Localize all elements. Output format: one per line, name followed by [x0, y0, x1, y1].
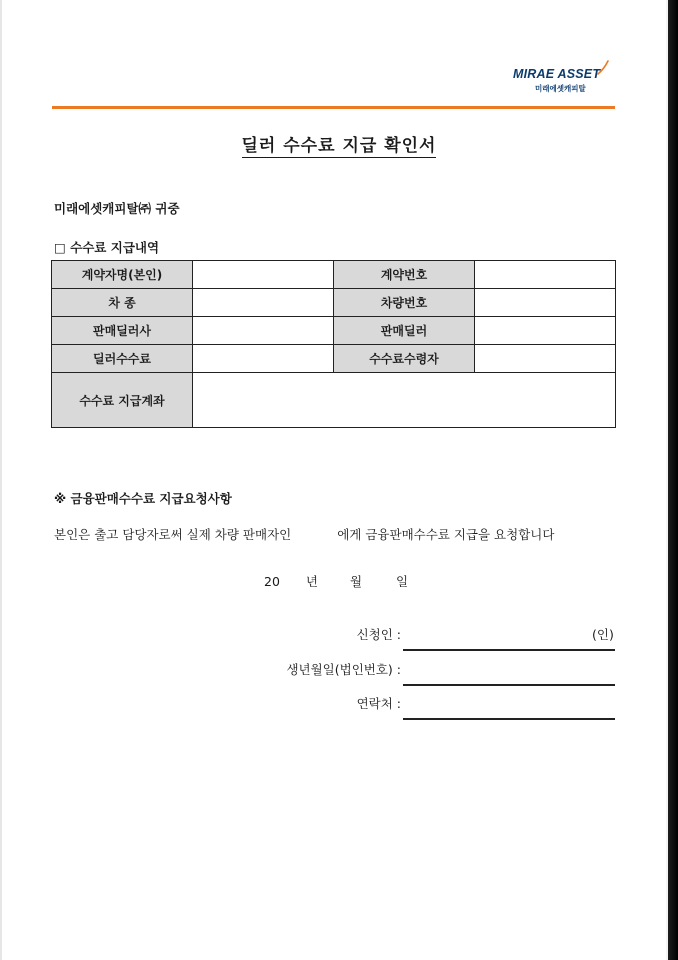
dealer-commission-label: 딜러수수료: [52, 345, 193, 373]
birth-date-label: 생년월일(법인번호) :: [286, 662, 401, 677]
recipient-line: 미래에셋캐피탈㈜ 귀중: [54, 201, 180, 216]
logo-brand-text: MIRAE ASSET: [513, 67, 601, 81]
commission-recipient-field[interactable]: [475, 345, 616, 373]
seal-mark: (인): [592, 627, 614, 642]
request-statement: [54, 525, 554, 543]
request-section-heading: ※ 금융판매수수료 지급요청사항: [54, 491, 232, 506]
dealer-commission-field[interactable]: [193, 345, 334, 373]
logo-swoosh-icon: [595, 60, 611, 76]
date-month-unit: 월: [349, 574, 363, 589]
date-day-unit: 일: [396, 574, 409, 589]
date-year-unit: 년: [305, 574, 318, 589]
commission-details-table: [51, 260, 616, 428]
vehicle-model-label: 차 종: [52, 289, 193, 317]
table-row: [52, 261, 616, 289]
contractor-name-field[interactable]: [193, 261, 334, 289]
dealer-company-label: 판매딜러사: [52, 317, 193, 345]
contractor-name-label: 계약자명(본인): [52, 261, 193, 289]
contract-number-label: 계약번호: [334, 261, 475, 289]
statement-part-1: 본인은 출고 담당자로써 실제 차량 판매자인: [54, 527, 292, 542]
dealer-company-field[interactable]: [193, 317, 334, 345]
contact-line[interactable]: [403, 718, 615, 720]
sales-dealer-field[interactable]: [475, 317, 616, 345]
birth-date-line[interactable]: [403, 684, 615, 686]
sales-dealer-label: 판매딜러: [334, 317, 475, 345]
vehicle-number-field[interactable]: [475, 289, 616, 317]
company-logo: [505, 60, 617, 100]
applicant-label: 신청인 :: [356, 627, 401, 642]
statement-part-2: 에게 금융판매수수료 지급을 요청합니다: [337, 527, 555, 542]
payment-account-field[interactable]: [193, 373, 616, 428]
contract-number-field[interactable]: [475, 261, 616, 289]
applicant-signature-line[interactable]: [403, 649, 615, 651]
document-title-text: 딜러 수수료 지급 확인서: [241, 136, 437, 156]
table-row: [52, 345, 616, 373]
logo-subtitle: 미래에셋캐피탈: [535, 84, 586, 93]
payment-section-heading: □ 수수료 지급내역: [54, 240, 160, 255]
document-title: [0, 131, 678, 156]
date-line: [264, 572, 408, 590]
table-row: [52, 289, 616, 317]
date-year-prefix: 20: [264, 574, 280, 589]
contact-label: 연락처 :: [356, 696, 401, 711]
table-row: [52, 317, 616, 345]
payment-account-label: 수수료 지급계좌: [52, 373, 193, 428]
vehicle-model-field[interactable]: [193, 289, 334, 317]
table-row: [52, 373, 616, 428]
commission-recipient-label: 수수료수령자: [334, 345, 475, 373]
header-divider: [52, 106, 615, 109]
vehicle-number-label: 차량번호: [334, 289, 475, 317]
